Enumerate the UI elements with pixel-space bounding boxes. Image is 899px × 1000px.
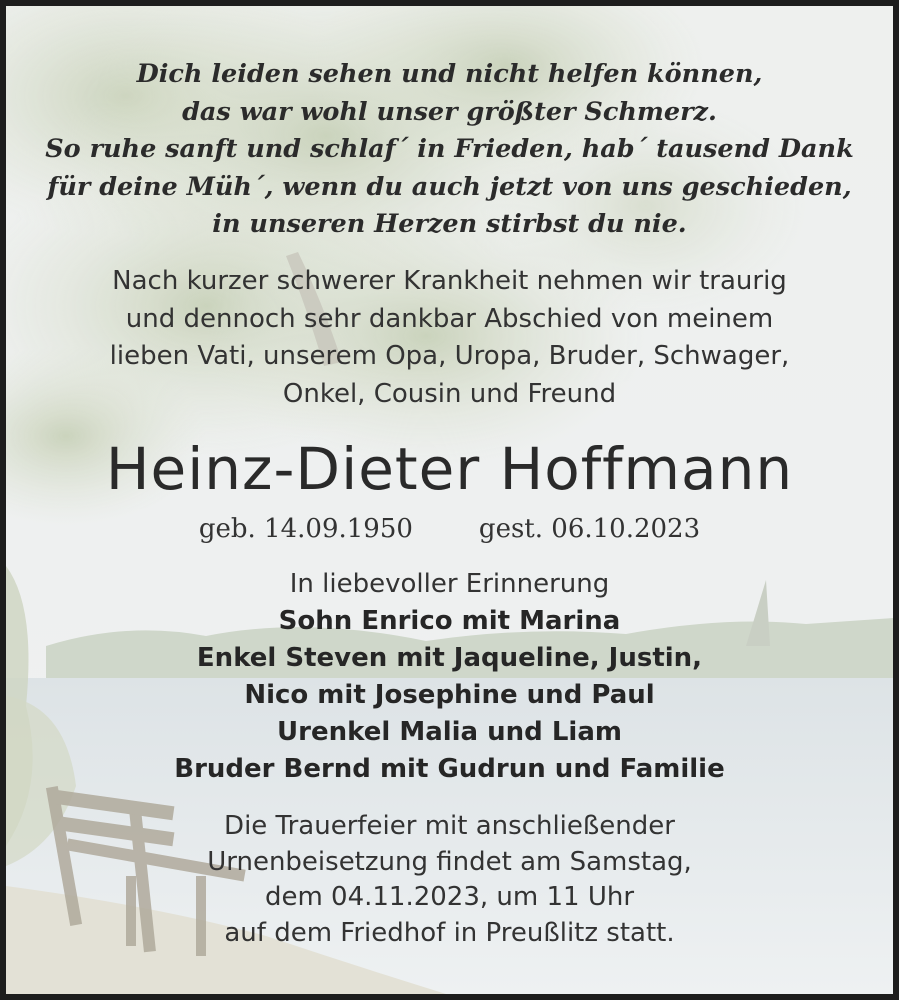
funeral-line: auf dem Friedhof in Preußlitz statt. xyxy=(224,917,675,948)
mourner-line: Nico mit Josephine und Paul xyxy=(244,680,655,710)
birth-date: geb. 14.09.1950 xyxy=(198,514,413,544)
poem-line: für deine Müh´, wenn du auch jetzt von uns geschieden, xyxy=(47,171,852,202)
funeral-line: Die Trauerfeier mit anschließender xyxy=(224,811,675,841)
poem xyxy=(6,56,893,244)
poem-line: So ruhe sanft und schlaf´ in Frieden, hab´ tausend Dank xyxy=(45,134,854,164)
announcement-line: Nach kurzer schwerer Krankheit nehmen wir traurig xyxy=(112,266,787,296)
funeral-line: Urnenbeisetzung findet am Samstag, xyxy=(207,846,692,877)
funeral-details xyxy=(6,809,893,951)
announcement-text xyxy=(6,263,893,413)
deceased-name: Heinz-Dieter Hoffmann xyxy=(105,435,794,503)
mourner-line: Bruder Bernd mit Gudrun und Familie xyxy=(174,754,725,784)
announcement-line: lieben Vati, unserem Opa, Uropa, Bruder, Schwager, xyxy=(109,341,790,371)
poem-line: Dich leiden sehen und nicht helfen können, xyxy=(136,59,763,89)
poem-line: in unseren Herzen stirbst du nie. xyxy=(212,209,687,239)
announcement-line: und dennoch sehr dankbar Abschied von meinem xyxy=(125,303,774,334)
remembrance-label: In liebevoller Erinnerung xyxy=(289,569,610,599)
poem-line: das war wohl unser größter Schmerz. xyxy=(182,96,717,127)
mourner-line: Urenkel Malia und Liam xyxy=(277,717,622,747)
obituary-text xyxy=(6,6,893,994)
mourner-line: Enkel Steven mit Jaqueline, Justin, xyxy=(196,643,703,673)
mourners-section xyxy=(6,566,893,788)
funeral-line: dem 04.11.2023, um 11 Uhr xyxy=(264,882,635,912)
life-dates xyxy=(6,511,893,547)
death-date: gest. 06.10.2023 xyxy=(478,514,701,544)
announcement-line: Onkel, Cousin und Freund xyxy=(282,378,617,409)
mourner-line: Sohn Enrico mit Marina xyxy=(278,606,621,636)
